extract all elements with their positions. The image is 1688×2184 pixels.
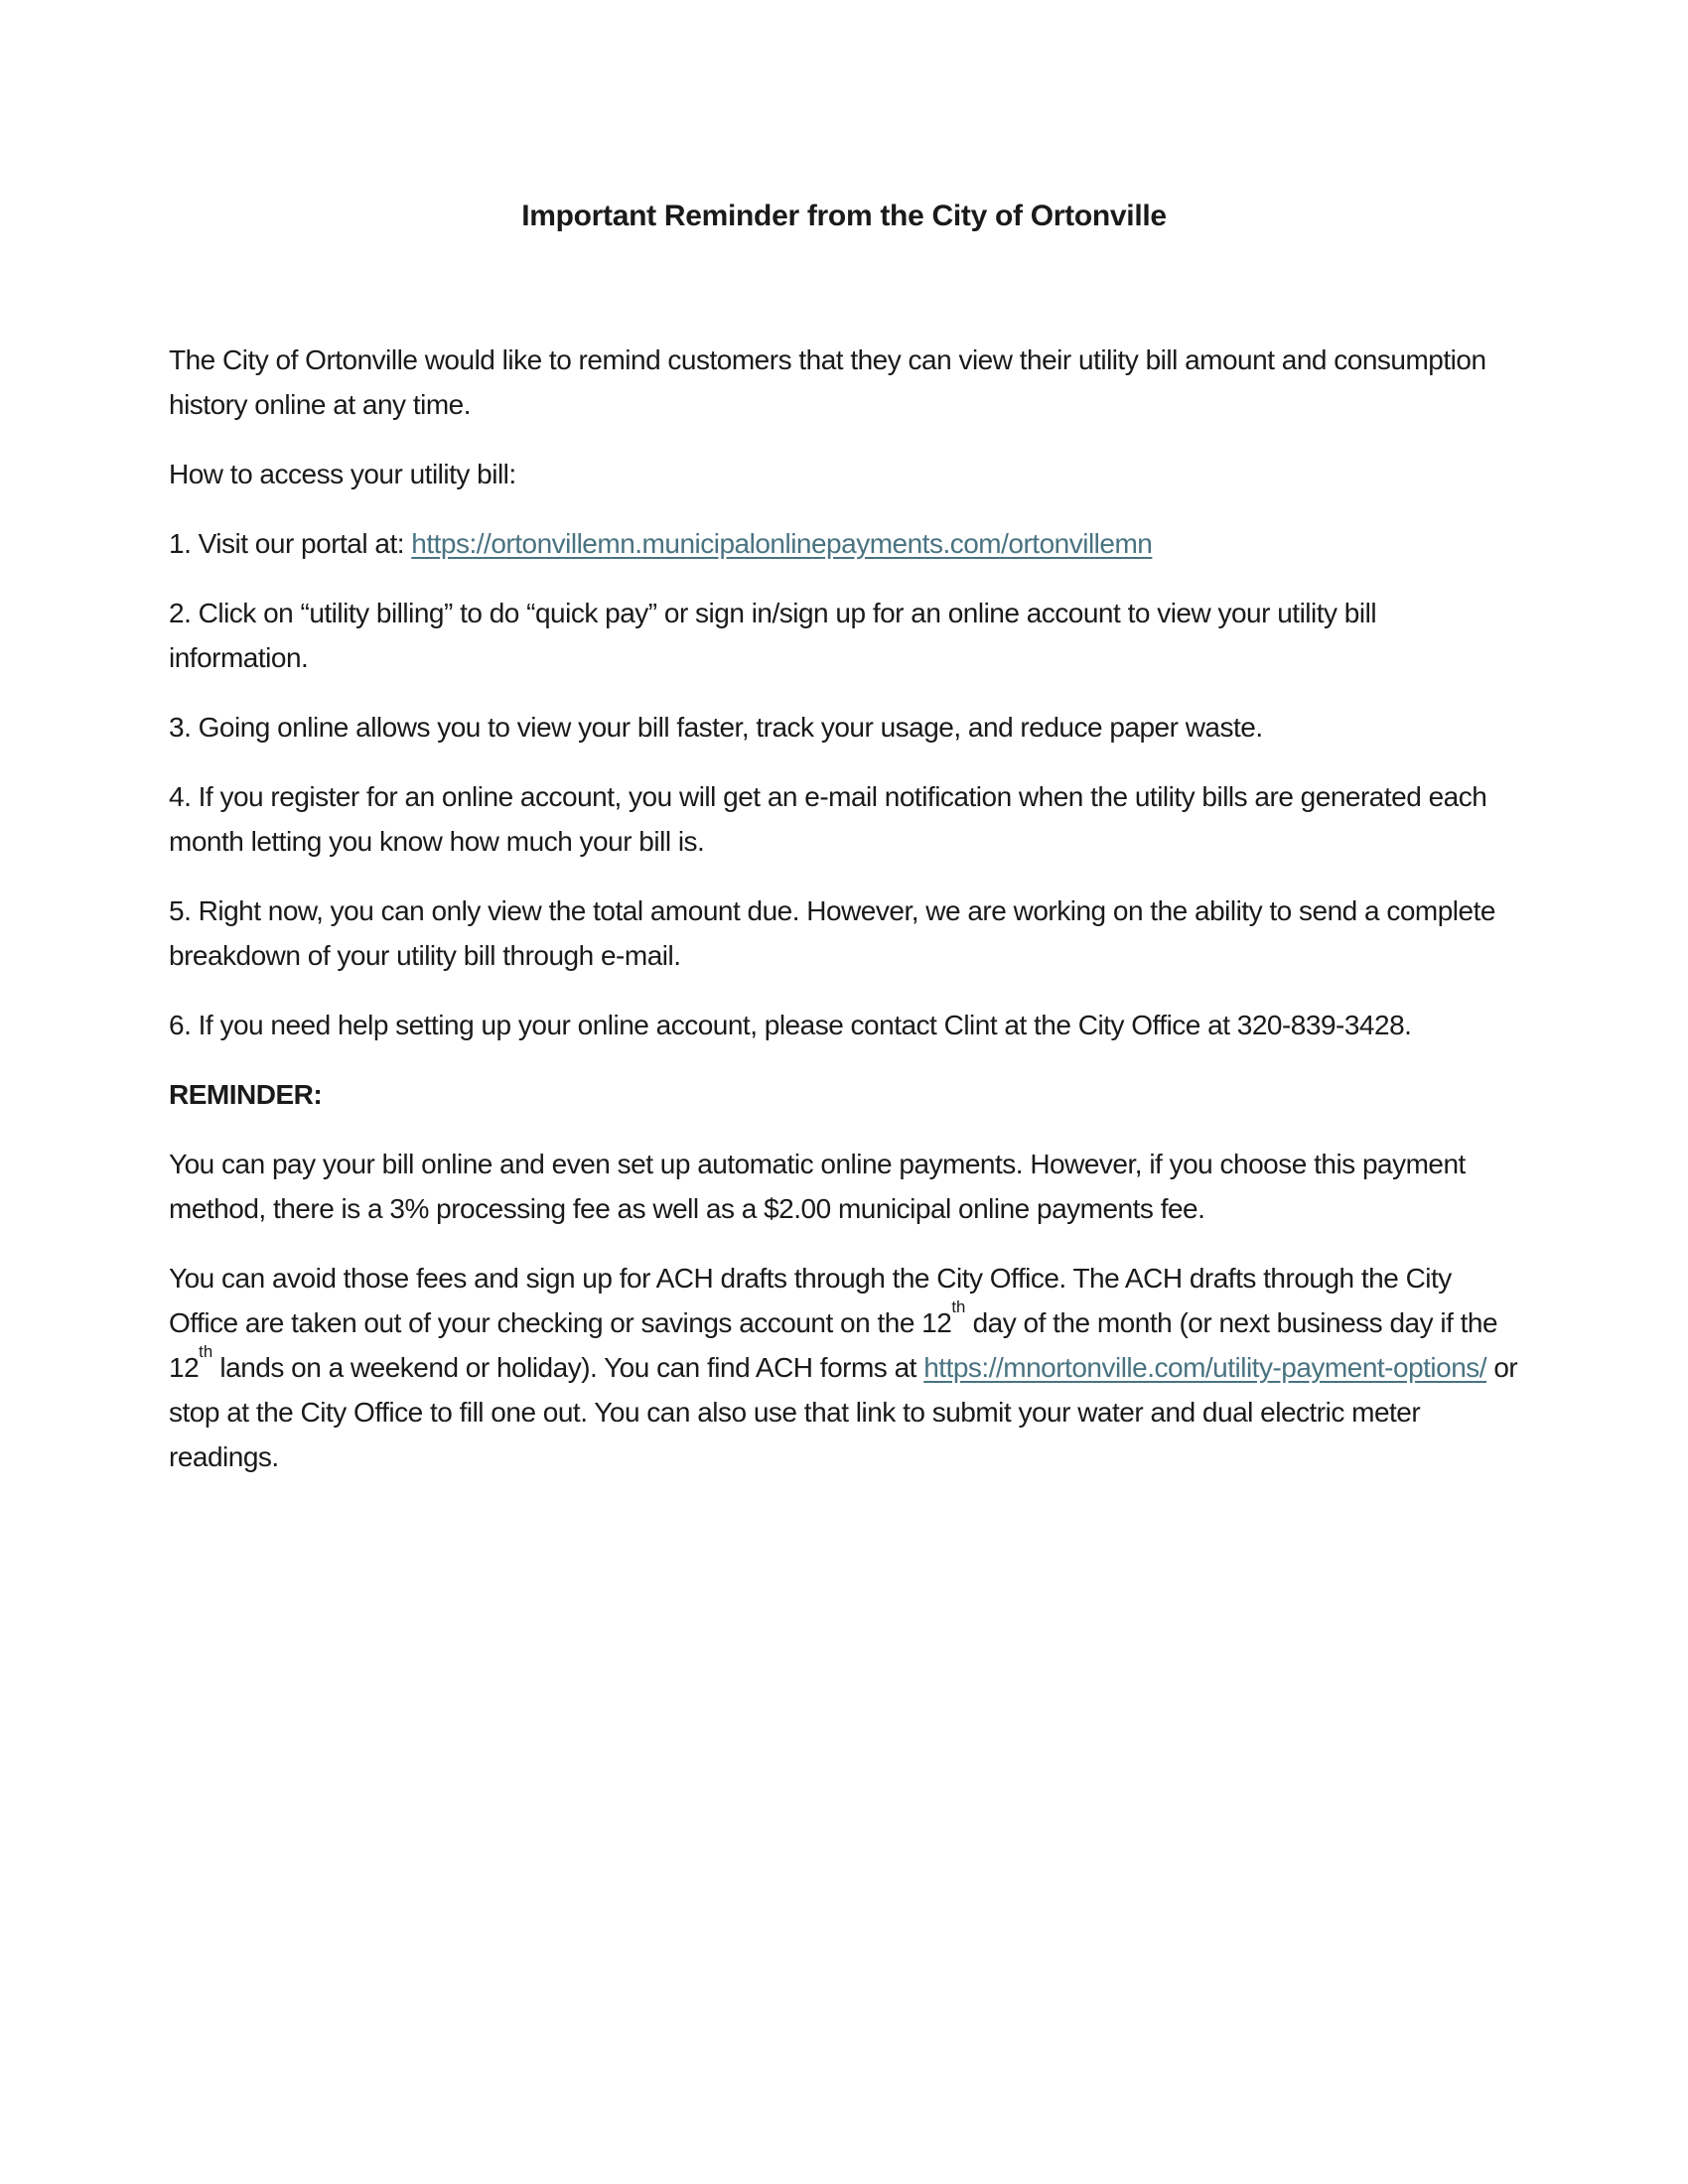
ordinal-superscript: th xyxy=(951,1297,966,1317)
document-title: Important Reminder from the City of Ortonville xyxy=(521,200,1167,232)
ach-text-2: day of the month (or next business day if the 12 xyxy=(169,1307,1498,1383)
ach-text-3: lands on a weekend or holiday). You can find ACH forms at xyxy=(212,1352,924,1383)
ach-text-1: You can avoid those fees and sign up for ACH drafts through the City Office. The ACH drafts through the City Office are taken out of your checking or savings account on the 12 xyxy=(169,1263,1452,1338)
ach-forms-url-link[interactable]: https://mnortonville.com/utility-payment-options/ xyxy=(923,1352,1487,1383)
ach-text-4: or stop at the City Office to fill one out. You can also use that link to submit your water and dual electric meter readings. xyxy=(169,1352,1518,1472)
ordinal-superscript: th xyxy=(199,1342,213,1362)
step-2-paragraph: 2. Click on “utility billing” to do “quick pay” or sign in/sign up for an online account to view your utility bill information. xyxy=(169,598,1377,673)
reminder-ach-paragraph xyxy=(169,1256,1519,1479)
intro-paragraph: The City of Ortonville would like to remind customers that they can view their utility bill amount and consumption history online at any time. xyxy=(169,344,1486,420)
step-1-text: 1. Visit our portal at: xyxy=(169,528,412,559)
how-to-access-heading: How to access your utility bill: xyxy=(169,459,516,489)
step-3-paragraph: 3. Going online allows you to view your bill faster, track your usage, and reduce paper waste. xyxy=(169,712,1263,743)
step-4-paragraph: 4. If you register for an online account, you will get an e-mail notification when the utility bills are generated each month letting you know how much your bill is. xyxy=(169,781,1487,857)
reminder-heading: REMINDER: xyxy=(169,1079,323,1110)
portal-url-link[interactable]: https://ortonvillemn.municipalonlinepayments.com/ortonvillemn xyxy=(411,528,1153,559)
step-5-paragraph: 5. Right now, you can only view the total amount due. However, we are working on the ability to send a complete breakdown of your utility bill through e-mail. xyxy=(169,895,1495,971)
step-6-paragraph: 6. If you need help setting up your online account, please contact Clint at the City Office at 320-839-3428. xyxy=(169,1010,1412,1040)
step-1-paragraph xyxy=(169,521,1519,566)
reminder-fees-paragraph: You can pay your bill online and even set up automatic online payments. However, if you choose this payment method, there is a 3% processing fee as well as a $2.00 municipal online payments fee. xyxy=(169,1149,1466,1224)
